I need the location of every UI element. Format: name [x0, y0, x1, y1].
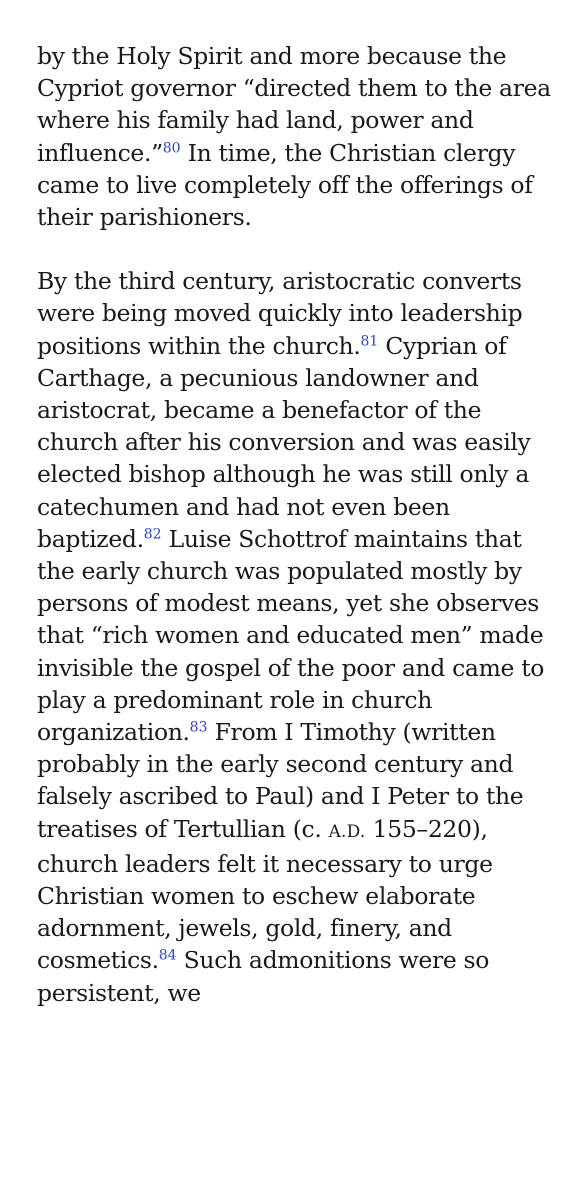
footnote-link-82[interactable]: 82: [143, 526, 162, 543]
footnote-link-83[interactable]: 83: [189, 719, 208, 736]
paragraph: [37, 265, 552, 1009]
paragraph-text: By the third century, aristocratic converts were being moved quickly into leadership positions within the church.: [37, 267, 523, 360]
paragraph-text: Luise Schottrof maintains that the early church was populated mostly by persons of modest means, yet she observes that “rich women and educated men” made invisible the gospel of the poor and came to play a predominant role in church organization.: [37, 524, 545, 747]
paragraph-text: From I Timothy (written probably in the early second century and falsely ascribed to Paul) and I Peter to the treatises of Tertullian (c.: [37, 718, 524, 843]
small-caps-era: A.D.: [328, 821, 366, 842]
book-page: [37, 40, 552, 1009]
footnote-link-80[interactable]: 80: [162, 139, 181, 156]
paragraph-text: Such admonitions were so persistent, we: [37, 946, 490, 1007]
paragraph-text: Cyprian of Carthage, a pecunious landowner and aristocrat, became a benefactor of the church after his conversion and was easily elected bishop although he was still only a catechumen and had not even been baptized.: [37, 331, 531, 553]
paragraph: [37, 40, 552, 233]
footnote-link-84[interactable]: 84: [158, 947, 177, 964]
paragraph-text: by the Holy Spirit and more because the Cypriot governor “directed them to the area where his family had land, power and influence.”: [37, 42, 551, 167]
footnote-link-81[interactable]: 81: [360, 332, 379, 349]
paragraph-text: 155–220), church leaders felt it necessary to urge Christian women to eschew elaborate adornment, jewels, gold, finery, and cosmetics.: [37, 814, 493, 975]
paragraph-text: In time, the Christian clergy came to live completely off the offerings of their parishioners.: [37, 138, 533, 232]
